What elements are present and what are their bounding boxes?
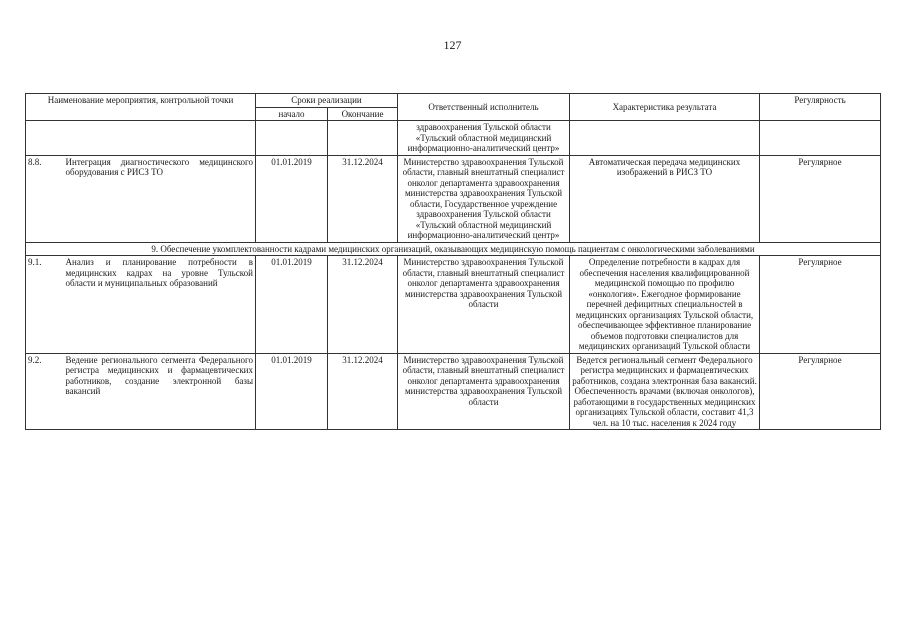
result-cell: Автоматическая передача медицинских изображений в РИСЗ ТО bbox=[570, 155, 760, 242]
executor-cell: Министерство здравоохранения Тульской области, главный внештатный специалист онколог департамента здравоохранения министерства здравоохранения Тульской области, Государственное учреждение здравоохранения Тульской области «Тульский областной медицинский информационно-аналитический центр» bbox=[398, 155, 570, 242]
header-start: начало bbox=[256, 107, 328, 121]
activity-name: Интеграция диагностического медицинского оборудования с РИСЗ ТО bbox=[64, 155, 256, 242]
activity-name: Ведение регионального сегмента Федерального регистра медицинских и фармацевтических работников, создание электронной базы вакансий bbox=[64, 353, 256, 430]
table-row bbox=[26, 256, 881, 354]
header-dates: Сроки реализации bbox=[256, 94, 398, 108]
start-date: 01.01.2019 bbox=[256, 155, 328, 242]
regularity-cell: Регулярное bbox=[760, 353, 881, 430]
result-cell: Определение потребности в кадрах для обеспечения населения квалифицированной медицинской помощью по профилю «онкология». Ежегодное формирование перечней дефицитных специальностей в медицинских организациях Тульской области, обеспечивающее эффективное планирование объемов подготовки специалистов для медицинских организаций Тульской области bbox=[570, 256, 760, 354]
start-date: 01.01.2019 bbox=[256, 256, 328, 354]
header-name: Наименование мероприятия, контрольной точки bbox=[26, 94, 256, 121]
activity-name: Анализ и планирование потребности в медицинских кадрах на уровне Тульской области и муниципальных образований bbox=[64, 256, 256, 354]
activities-table bbox=[25, 93, 881, 430]
row-number: 9.2. bbox=[26, 353, 64, 430]
start-date: 01.01.2019 bbox=[256, 353, 328, 430]
end-date: 31.12.2024 bbox=[328, 256, 398, 354]
header-regularity: Регулярность bbox=[760, 94, 881, 121]
executor-cell: Министерство здравоохранения Тульской области, главный внештатный специалист онколог департамента здравоохранения министерства здравоохранения Тульской области bbox=[398, 256, 570, 354]
executor-cell: здравоохранения Тульской области «Тульский областной медицинский информационно-аналитический центр» bbox=[398, 121, 570, 156]
table-row bbox=[26, 155, 881, 242]
page-number: 127 bbox=[443, 38, 462, 52]
table-row bbox=[26, 121, 881, 156]
table-row bbox=[26, 353, 881, 430]
section-title: 9. Обеспечение укомплектованности кадрами медицинских организаций, оказывающих медицинскую помощь пациентам с онкологическими заболеваниями bbox=[26, 242, 881, 256]
end-date: 31.12.2024 bbox=[328, 353, 398, 430]
regularity-cell: Регулярное bbox=[760, 256, 881, 354]
header-row bbox=[26, 94, 881, 108]
header-executor: Ответственный исполнитель bbox=[398, 94, 570, 121]
result-cell: Ведется региональный сегмент Федерального регистра медицинских и фармацевтических работников, создана электронная база вакансий. Обеспеченность врачами (включая онкологов), работающими в государственных медицинских организациях Тульской области, составит 41,3 чел. на 10 тыс. населения к 2024 году bbox=[570, 353, 760, 430]
executor-cell: Министерство здравоохранения Тульской области, главный внештатный специалист онколог департамента здравоохранения министерства здравоохранения Тульской области bbox=[398, 353, 570, 430]
header-result: Характеристика результата bbox=[570, 94, 760, 121]
row-number: 8.8. bbox=[26, 155, 64, 242]
header-end: Окончание bbox=[328, 107, 398, 121]
regularity-cell: Регулярное bbox=[760, 155, 881, 242]
end-date: 31.12.2024 bbox=[328, 155, 398, 242]
row-number: 9.1. bbox=[26, 256, 64, 354]
section-row bbox=[26, 242, 881, 256]
